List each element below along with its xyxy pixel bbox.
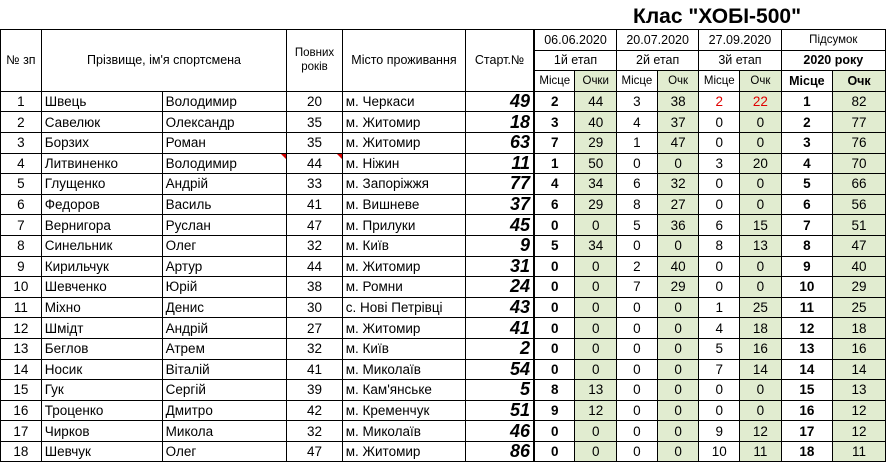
last-name: Шевченко	[41, 277, 162, 298]
table-row	[1, 174, 886, 195]
stage3-place: 1	[699, 297, 740, 318]
first-name: Василь	[162, 194, 287, 215]
last-name: Кирильчук	[41, 256, 162, 277]
stage2-place: 3	[616, 91, 657, 112]
start-number: 86	[466, 441, 534, 462]
table-row	[1, 215, 886, 236]
stage3-points: 25	[740, 297, 781, 318]
start-number: 5	[466, 380, 534, 401]
stage2-points: 37	[657, 112, 698, 133]
first-name: Юрій	[162, 277, 287, 298]
stage1-points: 0	[575, 277, 617, 298]
stage2-points: 0	[657, 359, 698, 380]
stage1-points: 0	[575, 318, 617, 339]
summary-points-header: Очк	[833, 71, 886, 92]
stage2-place: 0	[616, 380, 657, 401]
city: м. Миколаїв	[342, 421, 465, 442]
start-number: 2	[466, 338, 534, 359]
table-row	[1, 318, 886, 339]
summary-place: 10	[781, 277, 833, 298]
row-number: 6	[1, 194, 42, 215]
stage1-points: 0	[575, 359, 617, 380]
stage2-place: 0	[616, 235, 657, 256]
stage3-points: 0	[740, 400, 781, 421]
stage3-points: 0	[740, 174, 781, 195]
summary-year: 2020 року	[781, 50, 885, 71]
summary-points: 14	[833, 359, 886, 380]
stage3-place-header: Місце	[699, 71, 740, 92]
stage3-place: 6	[699, 215, 740, 236]
stage2-place: 5	[616, 215, 657, 236]
table-row	[1, 338, 886, 359]
start-number: 46	[466, 421, 534, 442]
table-row	[1, 194, 886, 215]
table-row	[1, 359, 886, 380]
table-row	[1, 132, 886, 153]
stage2-place: 6	[616, 174, 657, 195]
stage2-place: 0	[616, 421, 657, 442]
start-number: 37	[466, 194, 534, 215]
age: 20	[287, 91, 343, 112]
sheet-title: Клас "ХОБІ-500"	[633, 5, 802, 28]
city: м. Миколаїв	[342, 359, 465, 380]
last-name: Носик	[41, 359, 162, 380]
stage1-points: 50	[575, 153, 617, 174]
stage1-points: 0	[575, 297, 617, 318]
table-row	[1, 153, 886, 174]
table-row	[1, 91, 886, 112]
stage1-date: 06.06.2020	[534, 30, 616, 51]
last-name: Борзих	[41, 132, 162, 153]
stage2-points: 40	[657, 256, 698, 277]
row-number: 4	[1, 153, 42, 174]
summary-points: 76	[833, 132, 886, 153]
age: 32	[287, 338, 343, 359]
stage3-place: 0	[699, 194, 740, 215]
stage1-points: 12	[575, 400, 617, 421]
stage3-place: 0	[699, 277, 740, 298]
row-number: 11	[1, 297, 42, 318]
stage1-place: 0	[534, 277, 575, 298]
stage3-points: 0	[740, 132, 781, 153]
stage2-points: 27	[657, 194, 698, 215]
stage2-points: 29	[657, 277, 698, 298]
summary-place-header: Місце	[781, 71, 833, 92]
city: м. Кременчук	[342, 400, 465, 421]
last-name: Шевчук	[41, 441, 162, 462]
stage3-place: 0	[699, 400, 740, 421]
stage3-points: 11	[740, 441, 781, 462]
summary-place: 1	[781, 91, 833, 112]
summary-points: 66	[833, 174, 886, 195]
summary-place: 15	[781, 380, 833, 401]
stage3-place: 9	[699, 421, 740, 442]
row-number: 10	[1, 277, 42, 298]
age: 41	[287, 194, 343, 215]
stage1-points: 0	[575, 215, 617, 236]
row-number: 2	[1, 112, 42, 133]
first-name: Володимир	[162, 153, 287, 174]
stage1-points: 29	[575, 194, 617, 215]
last-name: Гук	[41, 380, 162, 401]
summary-place: 13	[781, 338, 833, 359]
age: 32	[287, 235, 343, 256]
summary-points: 77	[833, 112, 886, 133]
last-name: Литвиненко	[41, 153, 162, 174]
stage1-place: 9	[534, 400, 575, 421]
age: 41	[287, 359, 343, 380]
stage2-place: 0	[616, 338, 657, 359]
first-name: Олександр	[162, 112, 287, 133]
first-name: Артур	[162, 256, 287, 277]
first-name: Роман	[162, 132, 287, 153]
stage3-points: 18	[740, 318, 781, 339]
row-number: 8	[1, 235, 42, 256]
stage2-place: 7	[616, 277, 657, 298]
summary-place: 2	[781, 112, 833, 133]
table-row	[1, 235, 886, 256]
stage2-place: 0	[616, 297, 657, 318]
summary-place: 8	[781, 235, 833, 256]
summary-place: 4	[781, 153, 833, 174]
summary-points: 16	[833, 338, 886, 359]
stage3-place: 7	[699, 359, 740, 380]
stage3-label: 3й етап	[699, 50, 781, 71]
stage2-points: 0	[657, 380, 698, 401]
summary-points: 40	[833, 256, 886, 277]
stage1-place: 7	[534, 132, 575, 153]
stage3-points: 0	[740, 277, 781, 298]
row-number: 5	[1, 174, 42, 195]
summary-place: 12	[781, 318, 833, 339]
first-name: Сергій	[162, 380, 287, 401]
first-name: Руслан	[162, 215, 287, 236]
stage2-date: 20.07.2020	[616, 30, 698, 51]
summary-place: 18	[781, 441, 833, 462]
age: 30	[287, 297, 343, 318]
start-number: 9	[466, 235, 534, 256]
stage2-points: 0	[657, 400, 698, 421]
summary-points: 12	[833, 400, 886, 421]
stage1-place: 0	[534, 318, 575, 339]
city: м. Київ	[342, 338, 465, 359]
stage3-points: 0	[740, 194, 781, 215]
summary-points: 13	[833, 380, 886, 401]
stage3-points: 13	[740, 235, 781, 256]
city: м. Київ	[342, 235, 465, 256]
summary-points: 82	[833, 91, 886, 112]
first-name: Олег	[162, 235, 287, 256]
last-name: Шмідт	[41, 318, 162, 339]
header-name: Прізвище, ім'я спортсмена	[41, 30, 287, 92]
stage3-place: 4	[699, 318, 740, 339]
row-number: 16	[1, 400, 42, 421]
start-number: 49	[466, 91, 534, 112]
stage3-points: 0	[740, 112, 781, 133]
row-number: 1	[1, 91, 42, 112]
first-name: Андрій	[162, 174, 287, 195]
summary-points: 11	[833, 441, 886, 462]
stage1-points: 0	[575, 441, 617, 462]
results-table	[0, 29, 886, 462]
stage1-points: 34	[575, 235, 617, 256]
city: м. Житомир	[342, 112, 465, 133]
stage1-place: 0	[534, 256, 575, 277]
stage3-place: 8	[699, 235, 740, 256]
stage2-points: 0	[657, 441, 698, 462]
stage2-points: 36	[657, 215, 698, 236]
age: 33	[287, 174, 343, 195]
start-number: 18	[466, 112, 534, 133]
header-age: Повних років	[287, 30, 343, 92]
stage3-points: 15	[740, 215, 781, 236]
first-name: Микола	[162, 421, 287, 442]
stage2-place: 0	[616, 400, 657, 421]
stage1-place: 3	[534, 112, 575, 133]
stage1-points: 0	[575, 338, 617, 359]
stage2-place: 2	[616, 256, 657, 277]
first-name: Денис	[162, 297, 287, 318]
stage3-points: 16	[740, 338, 781, 359]
last-name: Федоров	[41, 194, 162, 215]
stage2-place: 0	[616, 441, 657, 462]
row-number: 13	[1, 338, 42, 359]
last-name: Синельник	[41, 235, 162, 256]
row-number: 14	[1, 359, 42, 380]
stage1-place: 1	[534, 153, 575, 174]
stage2-points: 0	[657, 318, 698, 339]
summary-points: 25	[833, 297, 886, 318]
age: 35	[287, 132, 343, 153]
summary-points: 12	[833, 421, 886, 442]
row-number: 12	[1, 318, 42, 339]
city: м. Житомир	[342, 132, 465, 153]
stage1-label: 1й етап	[534, 50, 616, 71]
stage1-points: 40	[575, 112, 617, 133]
stage3-place: 0	[699, 132, 740, 153]
stage2-points: 0	[657, 235, 698, 256]
stage2-points: 0	[657, 338, 698, 359]
summary-points: 29	[833, 277, 886, 298]
stage3-points: 12	[740, 421, 781, 442]
table-row	[1, 441, 886, 462]
age: 47	[287, 215, 343, 236]
stage2-place: 8	[616, 194, 657, 215]
age: 27	[287, 318, 343, 339]
summary-place: 7	[781, 215, 833, 236]
stage3-place: 3	[699, 153, 740, 174]
stage3-date: 27.09.2020	[699, 30, 781, 51]
start-number: 31	[466, 256, 534, 277]
stage1-place: 6	[534, 194, 575, 215]
summary-points: 70	[833, 153, 886, 174]
stage2-points: 32	[657, 174, 698, 195]
city: с. Нові Петрівці	[342, 297, 465, 318]
summary-label: Підсумок	[781, 30, 885, 51]
city: м. Черкаси	[342, 91, 465, 112]
city: м. Прилуки	[342, 215, 465, 236]
stage3-place: 5	[699, 338, 740, 359]
summary-points: 56	[833, 194, 886, 215]
summary-place: 11	[781, 297, 833, 318]
last-name: Троценко	[41, 400, 162, 421]
stage2-points: 0	[657, 421, 698, 442]
stage1-place: 0	[534, 215, 575, 236]
first-name: Олег	[162, 441, 287, 462]
table-row	[1, 256, 886, 277]
stage1-points: 29	[575, 132, 617, 153]
stage3-points: 20	[740, 153, 781, 174]
first-name: Володимир	[162, 91, 287, 112]
stage2-points: 38	[657, 91, 698, 112]
stage1-place: 5	[534, 235, 575, 256]
summary-place: 5	[781, 174, 833, 195]
stage2-place: 4	[616, 112, 657, 133]
city: м. Ніжин	[342, 153, 465, 174]
stage3-place: 0	[699, 174, 740, 195]
stage1-points: 34	[575, 174, 617, 195]
stage1-place: 2	[534, 91, 575, 112]
stage1-points: 0	[575, 421, 617, 442]
row-number: 17	[1, 421, 42, 442]
stage2-place: 1	[616, 132, 657, 153]
stage1-place: 0	[534, 359, 575, 380]
age: 44	[287, 153, 343, 174]
header-num: № зп	[1, 30, 42, 92]
stage1-points: 44	[575, 91, 617, 112]
header-start: Старт.№	[466, 30, 534, 92]
header-city: Місто проживання	[342, 30, 465, 92]
stage3-points-header: Очк	[740, 71, 781, 92]
city: м. Житомир	[342, 256, 465, 277]
last-name: Глущенко	[41, 174, 162, 195]
start-number: 11	[466, 153, 534, 174]
last-name: Міхно	[41, 297, 162, 318]
row-number: 3	[1, 132, 42, 153]
start-number: 51	[466, 400, 534, 421]
last-name: Вернигора	[41, 215, 162, 236]
last-name: Чирков	[41, 421, 162, 442]
start-number: 43	[466, 297, 534, 318]
table-row	[1, 380, 886, 401]
first-name: Атрем	[162, 338, 287, 359]
summary-points: 51	[833, 215, 886, 236]
summary-place: 16	[781, 400, 833, 421]
stage1-place: 0	[534, 338, 575, 359]
stage2-points: 0	[657, 153, 698, 174]
start-number: 45	[466, 215, 534, 236]
first-name: Віталій	[162, 359, 287, 380]
stage2-place-header: Місце	[616, 71, 657, 92]
row-number: 9	[1, 256, 42, 277]
stage1-points-header: Очки	[575, 71, 617, 92]
city: м. Запоріжжя	[342, 174, 465, 195]
city: м. Кам'янське	[342, 380, 465, 401]
city: м. Житомир	[342, 318, 465, 339]
table-row	[1, 277, 886, 298]
stage3-place: 2	[699, 91, 740, 112]
summary-place: 9	[781, 256, 833, 277]
stage1-place: 0	[534, 421, 575, 442]
stage3-place: 10	[699, 441, 740, 462]
stage1-place: 0	[534, 297, 575, 318]
stage3-place: 0	[699, 112, 740, 133]
table-row	[1, 400, 886, 421]
summary-place: 14	[781, 359, 833, 380]
city: м. Ромни	[342, 277, 465, 298]
stage3-points: 14	[740, 359, 781, 380]
age: 47	[287, 441, 343, 462]
age: 32	[287, 421, 343, 442]
start-number: 41	[466, 318, 534, 339]
table-row	[1, 421, 886, 442]
stage1-place: 4	[534, 174, 575, 195]
stage3-points: 22	[740, 91, 781, 112]
stage2-place: 0	[616, 153, 657, 174]
summary-points: 18	[833, 318, 886, 339]
age: 44	[287, 256, 343, 277]
stage1-place: 0	[534, 441, 575, 462]
last-name: Савелюк	[41, 112, 162, 133]
first-name: Андрій	[162, 318, 287, 339]
age: 35	[287, 112, 343, 133]
city: м. Вишневе	[342, 194, 465, 215]
start-number: 24	[466, 277, 534, 298]
table-row	[1, 297, 886, 318]
stage2-place: 0	[616, 318, 657, 339]
stage2-place: 0	[616, 359, 657, 380]
stage2-points: 47	[657, 132, 698, 153]
stage1-place-header: Місце	[534, 71, 575, 92]
stage1-points: 13	[575, 380, 617, 401]
row-number: 7	[1, 215, 42, 236]
summary-place: 17	[781, 421, 833, 442]
age: 38	[287, 277, 343, 298]
stage3-points: 0	[740, 380, 781, 401]
stage1-place: 8	[534, 380, 575, 401]
stage1-points: 0	[575, 256, 617, 277]
start-number: 54	[466, 359, 534, 380]
stage3-points: 0	[740, 256, 781, 277]
first-name: Дмитро	[162, 400, 287, 421]
city: м. Житомир	[342, 441, 465, 462]
age: 39	[287, 380, 343, 401]
row-number: 15	[1, 380, 42, 401]
stage3-place: 0	[699, 256, 740, 277]
last-name: Беглов	[41, 338, 162, 359]
start-number: 63	[466, 132, 534, 153]
age: 42	[287, 400, 343, 421]
stage2-points-header: Очк	[657, 71, 698, 92]
row-number: 18	[1, 441, 42, 462]
summary-place: 6	[781, 194, 833, 215]
stage2-label: 2й етап	[616, 50, 698, 71]
table-row	[1, 112, 886, 133]
last-name: Швець	[41, 91, 162, 112]
start-number: 77	[466, 174, 534, 195]
summary-place: 3	[781, 132, 833, 153]
summary-points: 47	[833, 235, 886, 256]
stage3-place: 0	[699, 380, 740, 401]
stage2-points: 0	[657, 297, 698, 318]
